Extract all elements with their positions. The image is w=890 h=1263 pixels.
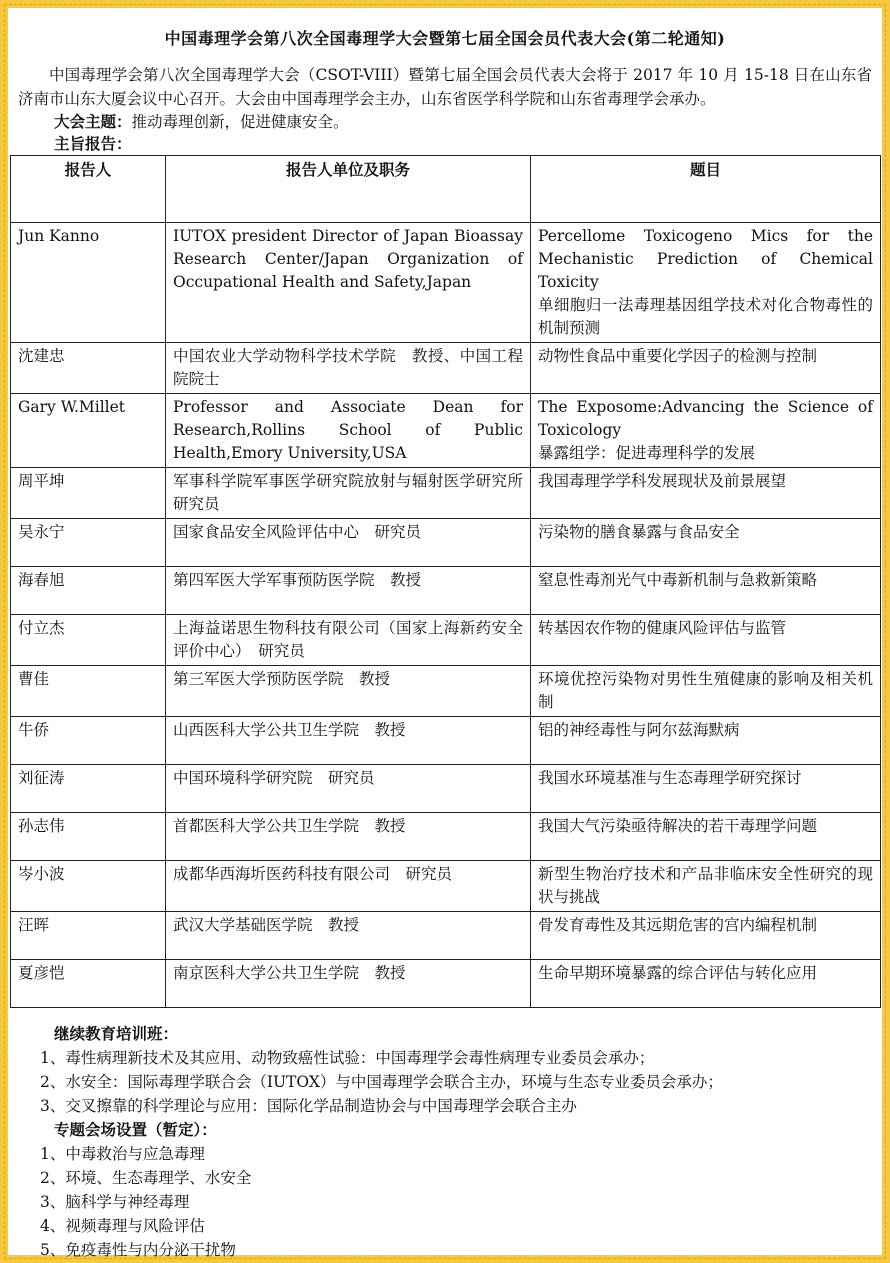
topic-cell [531, 519, 881, 567]
intro-paragraph: 中国毒理学会第八次全国毒理学大会（CSOT-VIII）暨第七届全国会员代表大会将于 2017 年 10 月 15-18 日在山东省济南市山东大厦会议中心召开。大会由中国毒理学会主办，山东省医学科学院和山东省毒理学会承办。 [18, 66, 872, 108]
topic-cell [531, 666, 881, 717]
speaker-cell: 周平坤 [11, 468, 166, 519]
theme-label: 大会主题： [54, 112, 132, 131]
table-row [11, 223, 881, 343]
table-row [11, 717, 881, 765]
session-item: 2、环境、生态毒理学、水安全 [40, 1169, 252, 1187]
reports-heading: 主旨报告： [54, 134, 132, 153]
affiliation-cell: 国家食品安全风险评估中心 研究员 [166, 519, 531, 567]
table-row [11, 343, 881, 394]
topic-text: 动物性食品中重要化学因子的检测与控制 [538, 347, 818, 365]
reports-table [10, 155, 881, 1008]
affiliation-cell: 中国农业大学动物科学技术学院 教授、中国工程院院士 [166, 343, 531, 394]
table-row [11, 567, 881, 615]
topic-text: Percellome Toxicogeno Mics for the Mechanistic Prediction of Chemical Toxicity [538, 227, 873, 291]
table-row [11, 912, 881, 960]
affiliation-cell: 南京医科大学公共卫生学院 教授 [166, 960, 531, 1008]
topic-cell [531, 960, 881, 1008]
training-item: 3、交叉擦靠的科学理论与应用：国际化学品制造协会与中国毒理学会联合主办 [40, 1097, 577, 1115]
affiliation-cell: 军事科学院军事医学研究院放射与辐射医学研究所 研究员 [166, 468, 531, 519]
speaker-cell: 吴永宁 [11, 519, 166, 567]
table-row [11, 394, 881, 468]
speaker-cell: Gary W.Millet [11, 394, 166, 468]
affiliation-cell: 上海益诺思生物科技有限公司（国家上海新药安全评价中心） 研究员 [166, 615, 531, 666]
table-row [11, 765, 881, 813]
table-row [11, 960, 881, 1008]
training-section [40, 1022, 882, 1262]
topic-text-chinese: 单细胞归一法毒理基因组学技术对化合物毒性的机制预测 [538, 296, 873, 337]
speaker-cell: 曹佳 [11, 666, 166, 717]
topic-text: 骨发育毒性及其远期危害的宫内编程机制 [538, 916, 818, 934]
speaker-cell: 付立杰 [11, 615, 166, 666]
affiliation-cell: IUTOX president Director of Japan Bioassay Research Center/Japan Organization of Occupational Health and Safety,Japan [166, 223, 531, 343]
affiliation-cell: 山西医科大学公共卫生学院 教授 [166, 717, 531, 765]
speaker-cell: 牛侨 [11, 717, 166, 765]
column-header-affiliation: 报告人单位及职务 [166, 156, 531, 223]
training-item: 1、毒性病理新技术及其应用、动物致癌性试验：中国毒理学会毒性病理专业委员会承办； [40, 1049, 655, 1067]
topic-text: 环境优控污染物对男性生殖健康的影响及相关机制 [538, 670, 873, 711]
topic-cell [531, 567, 881, 615]
speaker-cell: 岑小波 [11, 861, 166, 912]
speaker-cell: 汪晖 [11, 912, 166, 960]
topic-cell [531, 468, 881, 519]
theme-text: 推动毒理创新，促进健康安全。 [131, 113, 349, 131]
column-header-topic: 题目 [531, 156, 881, 223]
session-item: 3、脑科学与神经毒理 [40, 1193, 190, 1211]
table-row [11, 468, 881, 519]
topic-text: 转基因农作物的健康风险评估与监管 [538, 619, 787, 637]
training-item: 2、水安全：国际毒理学联合会（IUTOX）与中国毒理学会联合主办，环境与生态专业委员会承办； [40, 1073, 723, 1091]
topic-cell [531, 223, 881, 343]
speaker-cell: 海春旭 [11, 567, 166, 615]
training-heading: 继续教育培训班： [54, 1024, 179, 1043]
speaker-cell: 刘征涛 [11, 765, 166, 813]
topic-text: 我国水环境基准与生态毒理学研究探讨 [538, 769, 802, 787]
topic-text-chinese: 暴露组学：促进毒理科学的发展 [538, 444, 756, 462]
topic-cell [531, 765, 881, 813]
affiliation-cell: 第四军医大学军事预防医学院 教授 [166, 567, 531, 615]
theme-line [54, 111, 882, 133]
session-item: 4、视频毒理与风险评估 [40, 1217, 205, 1235]
topic-text: 我国大气污染亟待解决的若干毒理学问题 [538, 817, 818, 835]
affiliation-cell: 首都医科大学公共卫生学院 教授 [166, 813, 531, 861]
affiliation-cell: 中国环境科学研究院 研究员 [166, 765, 531, 813]
topic-cell [531, 912, 881, 960]
topic-text: 我国毒理学学科发展现状及前景展望 [538, 472, 787, 490]
topic-cell [531, 615, 881, 666]
table-row [11, 861, 881, 912]
content [8, 8, 882, 1262]
table-row [11, 813, 881, 861]
topic-cell [531, 717, 881, 765]
affiliation-cell: 成都华西海圻医药科技有限公司 研究员 [166, 861, 531, 912]
topic-text: 污染物的膳食暴露与食品安全 [538, 523, 740, 541]
topic-text: The Exposome:Advancing the Science of Toxicology [538, 398, 873, 439]
topic-cell [531, 343, 881, 394]
sessions-heading: 专题会场设置（暂定）： [54, 1120, 217, 1139]
topic-text: 铝的神经毒性与阿尔兹海默病 [538, 721, 740, 739]
table-header-row [11, 156, 881, 223]
column-header-speaker: 报告人 [11, 156, 166, 223]
affiliation-cell: Professor and Associate Dean for Research,Rollins School of Public Health,Emory University,USA [166, 394, 531, 468]
page-title: 中国毒理学会第八次全国毒理学大会暨第七届全国会员代表大会(第二轮通知) [164, 29, 726, 48]
speaker-cell: 沈建忠 [11, 343, 166, 394]
topic-cell [531, 813, 881, 861]
table-row [11, 666, 881, 717]
session-item: 1、中毒救治与应急毒理 [40, 1145, 205, 1163]
speaker-cell: 孙志伟 [11, 813, 166, 861]
topic-cell [531, 861, 881, 912]
speaker-cell: Jun Kanno [11, 223, 166, 343]
table-row [11, 615, 881, 666]
speaker-cell: 夏彦恺 [11, 960, 166, 1008]
topic-text: 新型生物治疗技术和产品非临床安全性研究的现状与挑战 [538, 865, 873, 906]
session-item: 5、免疫毒性与内分泌干扰物 [40, 1241, 236, 1259]
table-row [11, 519, 881, 567]
affiliation-cell: 第三军医大学预防医学院 教授 [166, 666, 531, 717]
topic-cell [531, 394, 881, 468]
affiliation-cell: 武汉大学基础医学院 教授 [166, 912, 531, 960]
topic-text: 生命早期环境暴露的综合评估与转化应用 [538, 964, 818, 982]
topic-text: 窒息性毒剂光气中毒新机制与急救新策略 [538, 571, 818, 589]
